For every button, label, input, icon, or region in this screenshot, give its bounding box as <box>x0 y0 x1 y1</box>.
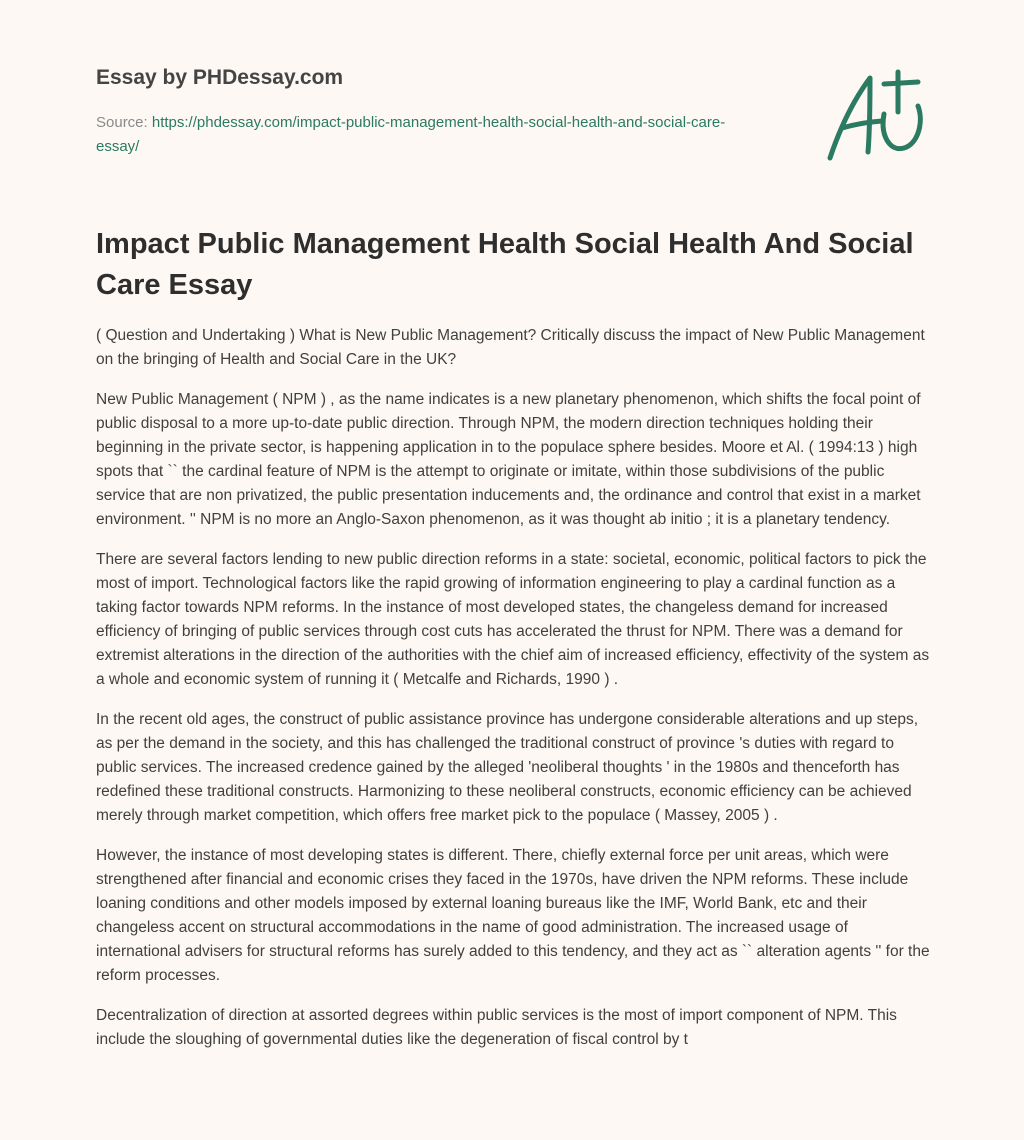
site-title: Essay by PHDessay.com <box>96 66 344 89</box>
paragraph: New Public Management ( NPM ) , as the name indicates is a new planetary phenomenon, which shifts the focal point of public disposal to a more up-to-date public direction. Through NPM, the modern direction techniques holding their beginning in the private sector, is happening application in to the populace sphere besides. Moore et Al. ( 1994:13 ) high spots that `` the cardinal feature of NPM is the attempt to originate or imitate, within those subdivisions of the public service that are non privatized, the public presentation inducements and, the ordinance and control that exist in a market environment. '' NPM is no more an Anglo-Saxon phenomenon, as it was thought ab initio ; it is a planetary tendency. <box>96 391 921 528</box>
a-plus-logo-icon <box>818 66 930 166</box>
source-label: Source: <box>96 114 148 131</box>
paragraph: ( Question and Undertaking ) What is New Public Management? Critically discuss the impact of New Public Management on the bringing of Health and Social Care in the UK? <box>96 327 925 368</box>
paragraph: However, the instance of most developing states is different. There, chiefly external force per unit areas, which were strengthened after financial and economic crises they faced in the 1970s, have driven the NPM reforms. These include loaning conditions and other models imposed by external loaning bureaus like the IMF, World Bank, etc and their changeless accent on structural accommodations in the name of good administration. The increased usage of international advisers for structural reforms has surely added to this tendency, and they act as `` alteration agents '' for the reform processes. <box>96 847 930 984</box>
source-link[interactable]: https://phdessay.com/impact-public-management-health-social-health-and-social-care-essay/ <box>96 114 726 155</box>
paragraph: In the recent old ages, the construct of public assistance province has undergone considerable alterations and up steps, as per the demand in the society, and this has challenged the traditional construct of province 's duties with regard to public services. The increased credence gained by the alleged 'neoliberal thoughts ' in the 1980s and thenceforth has redefined these traditional constructs. Harmonizing to these neoliberal constructs, economic efficiency can be achieved merely through market competition, which offers free market pick to the populace ( Massey, 2005 ) . <box>96 711 919 824</box>
essay-title: Impact Public Management Health Social Health And Social Care Essay <box>96 228 914 301</box>
paragraph: There are several factors lending to new public direction reforms in a state: societal, economic, political factors to pick the most of import. Technological factors like the rapid growing of information engineering to play a cardinal function as a taking factor towards NPM reforms. In the instance of most developed states, the changeless demand for increased efficiency of bringing of public services through cost cuts has accelerated the thrust for NPM. There was a demand for extremist alterations in the direction of the authorities with the chief aim of increased efficiency, effectivity of the system as a whole and economic system of running it ( Metcalfe and Richards, 1990 ) . <box>96 551 930 688</box>
essay-body <box>96 324 932 1068</box>
source-line <box>96 111 756 159</box>
paragraph: Decentralization of direction at assorted degrees within public services is the most of import component of NPM. This include the sloughing of governmental duties like the degeneration of fiscal control by t <box>96 1007 897 1048</box>
